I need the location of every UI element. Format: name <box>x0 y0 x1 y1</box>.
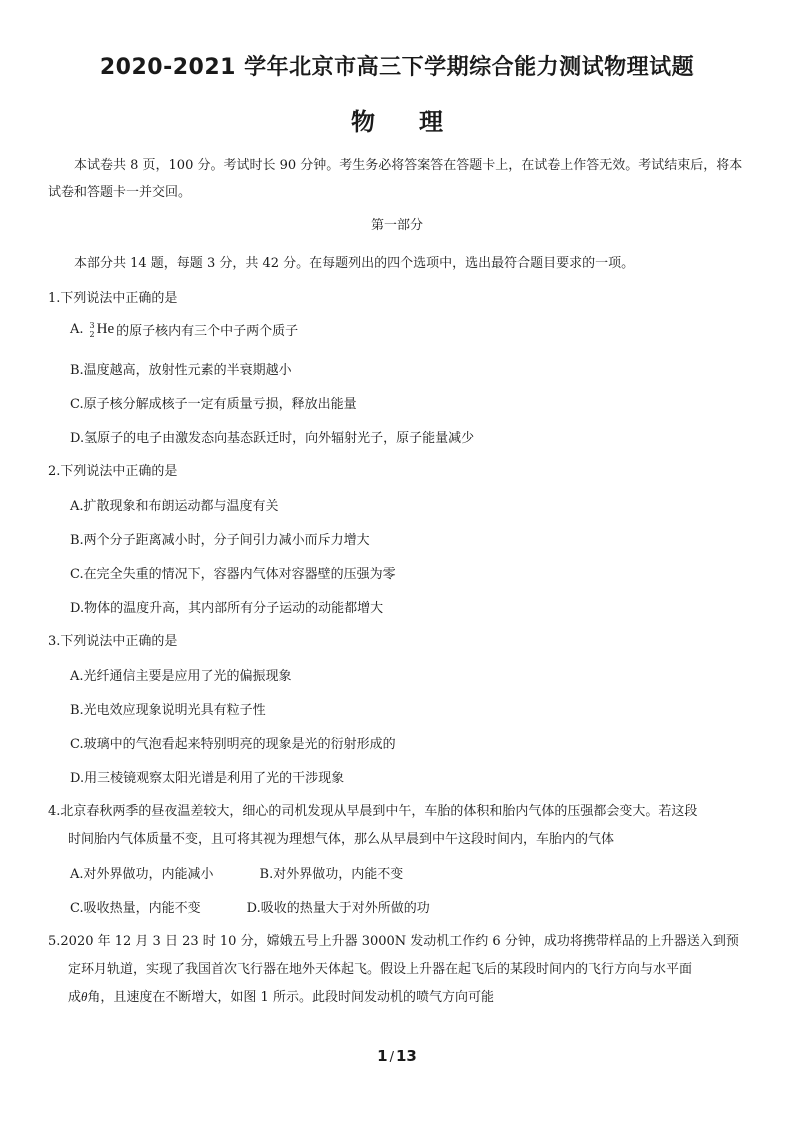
question-2-option-c: C.在完全失重的情况下，容器内气体对容器壁的压强为零 <box>70 567 396 582</box>
question-4-option-c: C.吸收热量，内能不变 <box>70 901 201 916</box>
option-a-prefix: A. <box>70 322 84 337</box>
page-title: 2020-2021 学年北京市高三下学期综合能力测试物理试题 <box>99 55 695 80</box>
question-2-option-a: A.扩散现象和布朗运动都与温度有关 <box>70 499 279 514</box>
question-3-option-c: C.玻璃中的气泡看起来特别明亮的现象是光的衍射形成的 <box>70 737 396 752</box>
question-2-stem: 2.下列说法中正确的是 <box>48 464 178 479</box>
isotope-numbers <box>90 321 95 339</box>
question-3-stem: 3.下列说法中正确的是 <box>48 634 178 649</box>
question-1-option-b: B.温度越高，放射性元素的半衰期越小 <box>70 363 292 378</box>
question-1-option-c: C.原子核分解成核子一定有质量亏损，释放出能量 <box>70 397 357 412</box>
section-title: 第一部分 <box>370 218 423 233</box>
question-4-option-b: B.对外界做功，内能不变 <box>259 867 404 882</box>
page-separator: / <box>389 1050 394 1065</box>
subject-char-1: 物 <box>351 108 375 136</box>
question-3-option-d: D.用三棱镜观察太阳光谱是利用了光的干涉现象 <box>70 771 345 786</box>
option-a-text: 的原子核内有三个中子两个质子 <box>116 324 299 339</box>
page-number <box>0 1047 794 1065</box>
page-total: 13 <box>395 1047 417 1065</box>
question-3-option-b: B.光电效应现象说明光具有粒子性 <box>70 703 266 718</box>
subject-heading <box>0 102 794 137</box>
question-4-stem-line-2: 时间胎内气体质量不变，且可将其视为理想气体，那么从早晨到中午这段时间内，车胎内的气体 <box>68 832 615 847</box>
q5-line3-post: 角，且速度在不断增大，如图 1 所示。此段时间发动机的喷气方向可能 <box>87 990 494 1005</box>
question-5-stem-line-3 <box>68 986 494 1005</box>
atomic-number: 2 <box>89 329 95 339</box>
page-current: 1 <box>377 1047 388 1065</box>
element-symbol: He <box>96 321 115 337</box>
question-3-option-a: A.光纤通信主要是应用了光的偏振现象 <box>70 669 292 684</box>
q5-line3-pre: 成 <box>68 990 82 1005</box>
question-4-option-a: A.对外界做功，内能减小 <box>70 867 214 882</box>
question-4-stem-line-1: 4.北京春秋两季的昼夜温差较大，细心的司机发现从早晨到中午，车胎的体积和胎内气体的压强都会变大。若这段 <box>48 804 698 819</box>
section-instructions: 本部分共 14 题，每题 3 分，共 42 分。在每题列出的四个选项中，选出最符合题目要求的一项。 <box>74 256 635 271</box>
theta-symbol: θ <box>81 989 88 1004</box>
question-2-option-b: B.两个分子距离减小时，分子间引力减小而斥力增大 <box>70 533 370 548</box>
question-4-options-cd <box>70 897 430 916</box>
question-5-stem-line-2: 定环月轨道，实现了我国首次飞行器在地外天体起飞。假设上升器在起飞后的某段时间内的飞行方向与水平面 <box>68 962 693 977</box>
subject-char-2: 理 <box>419 108 443 136</box>
question-5-stem-line-1: 5.2020 年 12 月 3 日 23 时 10 分，嫦娥五号上升器 3000N 发动机工作约 6 分钟，成功将携带样品的上升器送入到预 <box>48 934 739 949</box>
mass-number: 3 <box>89 320 95 330</box>
question-4-option-d: D.吸收的热量大于对外所做的功 <box>246 901 430 916</box>
question-1-option-d: D.氢原子的电子由激发态向基态跃迁时，向外辐射光子，原子能量减少 <box>70 431 475 446</box>
question-1-stem: 1.下列说法中正确的是 <box>48 291 178 306</box>
question-2-option-d: D.物体的温度升高，其内部所有分子运动的动能都增大 <box>70 601 384 616</box>
question-1-option-a <box>70 320 298 339</box>
exam-instructions: 本试卷共 8 页，100 分。考试时长 90 分钟。考生务必将答案答在答题卡上，在试卷上作答无效。考试结束后，将本试卷和答题卡一并交回。 <box>48 158 743 200</box>
question-4-options-ab <box>70 863 403 882</box>
